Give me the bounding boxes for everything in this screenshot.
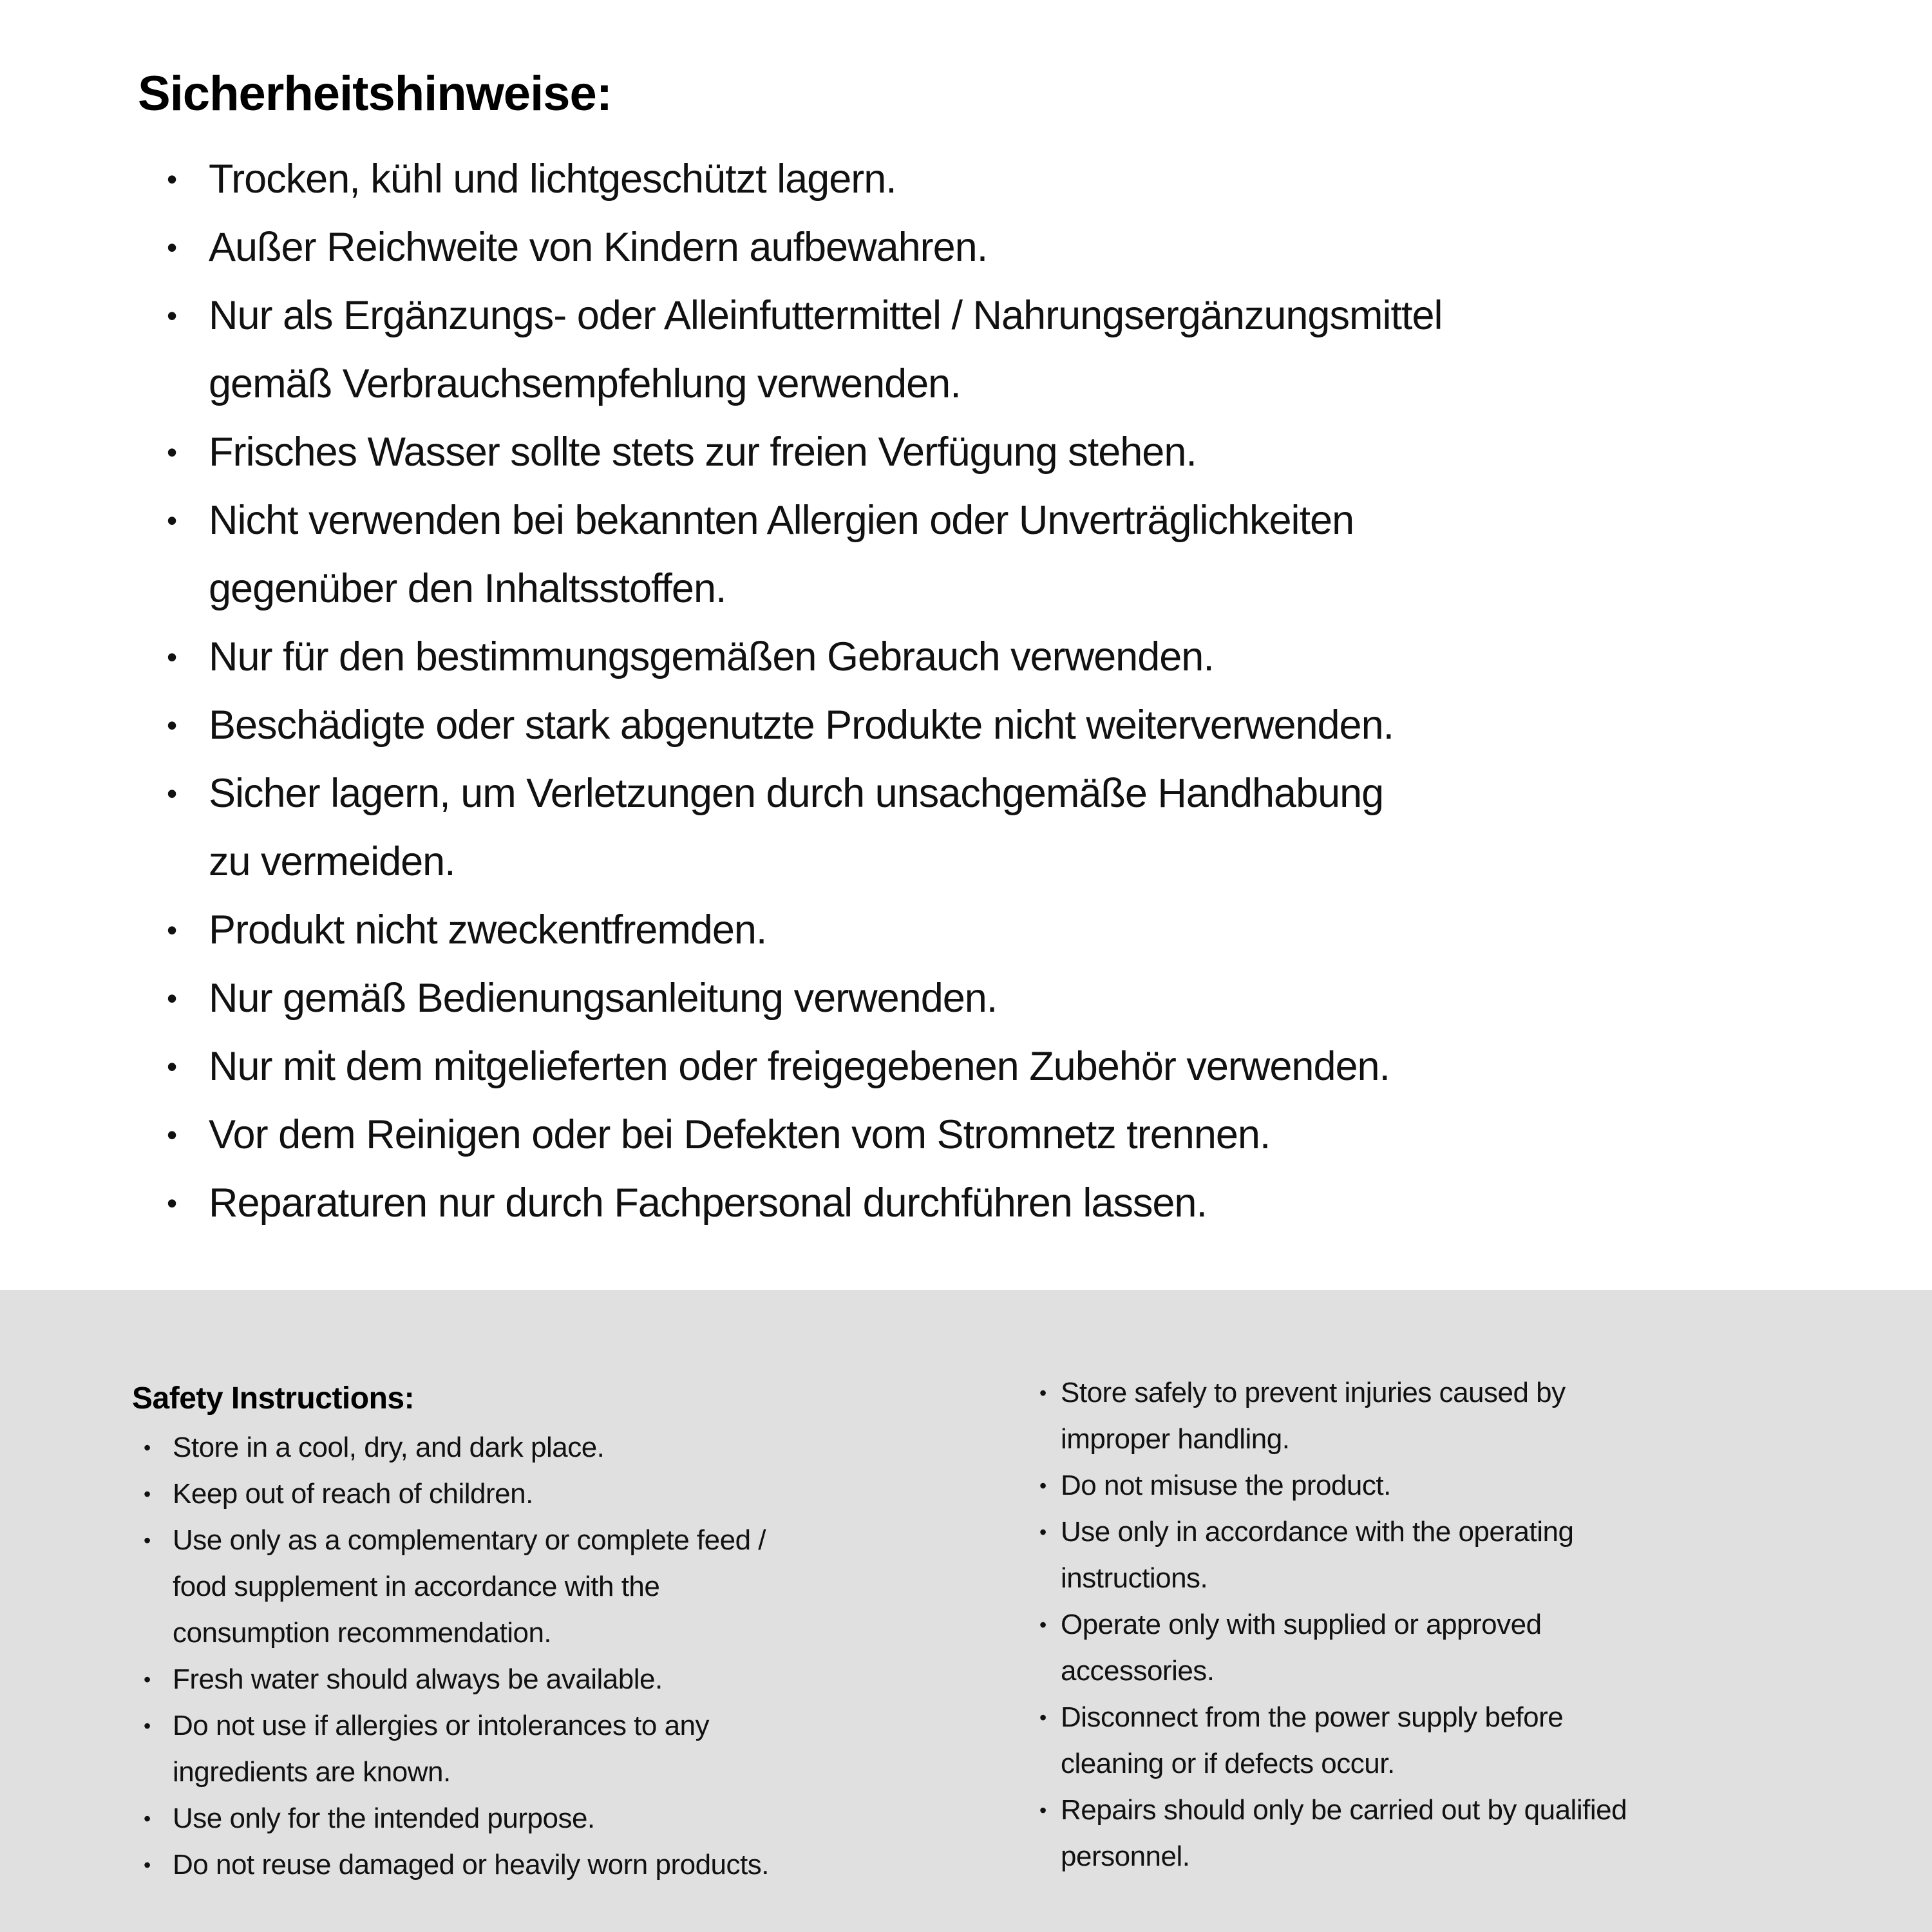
bullet-item xyxy=(132,1517,1038,1656)
bullet-text xyxy=(209,213,987,281)
bullet-line: Nur gemäß Bedienungsanleitung verwenden. xyxy=(209,976,998,1021)
bullet-item xyxy=(132,1425,1038,1471)
bullet-item xyxy=(1038,1370,1874,1463)
bullet-item xyxy=(1038,1602,1874,1694)
bullet-line: Frisches Wasser sollte stets zur freien Verfügung stehen. xyxy=(209,430,1197,475)
bullet-item xyxy=(138,1032,1861,1101)
bullet-item xyxy=(138,1169,1861,1237)
bullet-marker: • xyxy=(1039,1381,1046,1405)
bullet-marker: • xyxy=(144,1482,151,1506)
bullet-line: consumption recommendation. xyxy=(173,1617,552,1649)
bullet-text xyxy=(209,1101,1270,1169)
bullet-text xyxy=(209,145,896,213)
bullet-text xyxy=(209,281,1442,418)
bullet-item xyxy=(132,1471,1038,1517)
bullet-marker: • xyxy=(1039,1474,1046,1497)
bullet-text xyxy=(209,418,1197,486)
bullet-text xyxy=(209,896,766,964)
bullet-line: gemäß Verbrauchsempfehlung verwenden. xyxy=(209,361,961,406)
bullet-line: zu vermeiden. xyxy=(209,839,455,884)
bullet-line: Store in a cool, dry, and dark place. xyxy=(173,1432,605,1463)
bullet-line: Use only as a complementary or complete feed / xyxy=(173,1524,766,1556)
bullet-text xyxy=(173,1656,663,1703)
bullet-line: food supplement in accordance with the xyxy=(173,1571,660,1602)
bullet-line: Repairs should only be carried out by qualified xyxy=(1061,1794,1627,1826)
bullet-marker: • xyxy=(167,504,177,537)
bullet-item xyxy=(138,759,1861,896)
bullet-line: Keep out of reach of children. xyxy=(173,1478,533,1510)
bullet-marker: • xyxy=(167,299,177,332)
bullet-marker: • xyxy=(167,981,177,1015)
bullet-item xyxy=(132,1795,1038,1842)
bullet-marker: • xyxy=(144,1853,151,1877)
english-heading: Safety Instructions: xyxy=(132,1381,415,1416)
bullet-item xyxy=(132,1842,1038,1888)
bullet-line: Operate only with supplied or approved xyxy=(1061,1609,1542,1640)
bullet-item xyxy=(138,213,1861,281)
bullet-line: improper handling. xyxy=(1061,1423,1290,1455)
english-left-column xyxy=(132,1367,1038,1932)
bullet-marker: • xyxy=(167,777,177,810)
bullet-line: Produkt nicht zweckentfremden. xyxy=(209,907,767,952)
bullet-marker: • xyxy=(144,1668,151,1691)
bullet-text xyxy=(173,1471,533,1517)
bullet-marker: • xyxy=(144,1807,151,1830)
german-heading: Sicherheitshinweise: xyxy=(138,66,612,121)
bullet-item xyxy=(138,896,1861,964)
bullet-item xyxy=(138,691,1861,759)
english-right-column xyxy=(1038,1367,1874,1932)
bullet-line: Vor dem Reinigen oder bei Defekten vom Stromnetz trennen. xyxy=(209,1112,1271,1157)
bullet-line: Nicht verwenden bei bekannten Allergien oder Unverträglichkeiten xyxy=(209,498,1354,543)
bullet-item xyxy=(138,418,1861,486)
bullet-line: Do not misuse the product. xyxy=(1061,1470,1391,1501)
bullet-line: Use only for the intended purpose. xyxy=(173,1803,595,1834)
bullet-text xyxy=(1061,1602,1542,1694)
bullet-item xyxy=(138,623,1861,691)
bullet-text xyxy=(209,1169,1207,1237)
bullet-text xyxy=(173,1795,595,1842)
bullet-marker: • xyxy=(167,231,177,264)
bullet-marker: • xyxy=(144,1436,151,1459)
bullet-item xyxy=(138,1101,1861,1169)
bullet-text xyxy=(209,486,1354,623)
bullet-marker: • xyxy=(167,1118,177,1151)
bullet-line: accessories. xyxy=(1061,1655,1215,1687)
bullet-line: ingredients are known. xyxy=(173,1756,451,1788)
bullet-line: gegenüber den Inhaltsstoffen. xyxy=(209,566,726,611)
bullet-marker: • xyxy=(167,1186,177,1220)
bullet-marker: • xyxy=(144,1529,151,1552)
bullet-text xyxy=(173,1842,769,1888)
bullet-line: Sicher lagern, um Verletzungen durch unsachgemäße Handhabung xyxy=(209,771,1384,816)
english-right-bullet-list xyxy=(1038,1370,1874,1880)
bullet-line: Disconnect from the power supply before xyxy=(1061,1701,1564,1733)
bullet-marker: • xyxy=(1039,1520,1046,1544)
bullet-line: instructions. xyxy=(1061,1562,1208,1594)
bullet-item xyxy=(1038,1694,1874,1787)
bullet-line: Außer Reichweite von Kindern aufbewahren. xyxy=(209,225,988,270)
bullet-text xyxy=(1061,1787,1627,1880)
bullet-text xyxy=(173,1517,766,1656)
bullet-line: Nur für den bestimmungsgemäßen Gebrauch verwenden. xyxy=(209,634,1214,679)
bullet-marker: • xyxy=(144,1714,151,1738)
english-section xyxy=(0,1290,1932,1932)
bullet-line: Nur als Ergänzungs- oder Alleinfuttermittel / Nahrungsergänzungsmittel xyxy=(209,293,1443,338)
bullet-item xyxy=(138,281,1861,418)
bullet-text xyxy=(1061,1370,1566,1463)
bullet-item xyxy=(1038,1787,1874,1880)
bullet-line: Nur mit dem mitgelieferten oder freigegebenen Zubehör verwenden. xyxy=(209,1044,1390,1089)
bullet-marker: • xyxy=(167,435,177,469)
bullet-line: Use only in accordance with the operating xyxy=(1061,1516,1574,1548)
bullet-item xyxy=(138,486,1861,623)
bullet-text xyxy=(1061,1463,1391,1509)
bullet-text xyxy=(209,623,1214,691)
english-left-bullet-list xyxy=(132,1425,1038,1888)
bullet-text xyxy=(173,1425,604,1471)
bullet-marker: • xyxy=(1039,1706,1046,1729)
bullet-line: Do not reuse damaged or heavily worn products. xyxy=(173,1849,769,1880)
bullet-line: Reparaturen nur durch Fachpersonal durchführen lassen. xyxy=(209,1180,1207,1226)
bullet-marker: • xyxy=(167,1050,177,1083)
bullet-item xyxy=(138,145,1861,213)
bullet-marker: • xyxy=(167,708,177,742)
bullet-item xyxy=(138,964,1861,1032)
bullet-text xyxy=(209,964,997,1032)
bullet-item xyxy=(1038,1509,1874,1602)
bullet-line: Store safely to prevent injuries caused by xyxy=(1061,1377,1566,1408)
bullet-marker: • xyxy=(1039,1613,1046,1636)
bullet-marker: • xyxy=(167,913,177,947)
bullet-item xyxy=(132,1703,1038,1795)
bullet-item xyxy=(1038,1463,1874,1509)
bullet-text xyxy=(209,759,1383,896)
bullet-marker: • xyxy=(167,640,177,674)
bullet-line: Fresh water should always be available. xyxy=(173,1663,663,1695)
bullet-item xyxy=(132,1656,1038,1703)
german-bullet-list xyxy=(138,145,1861,1237)
bullet-marker: • xyxy=(1039,1799,1046,1822)
bullet-line: cleaning or if defects occur. xyxy=(1061,1748,1395,1779)
bullet-marker: • xyxy=(167,162,177,196)
bullet-line: Do not use if allergies or intolerances to any xyxy=(173,1710,710,1741)
bullet-line: personnel. xyxy=(1061,1841,1190,1872)
bullet-line: Trocken, kühl und lichtgeschützt lagern. xyxy=(209,156,896,202)
bullet-text xyxy=(1061,1694,1563,1787)
bullet-text xyxy=(209,691,1394,759)
bullet-text xyxy=(173,1703,709,1795)
bullet-text xyxy=(209,1032,1390,1101)
bullet-line: Beschädigte oder stark abgenutzte Produkte nicht weiterverwenden. xyxy=(209,703,1394,748)
bullet-text xyxy=(1061,1509,1573,1602)
